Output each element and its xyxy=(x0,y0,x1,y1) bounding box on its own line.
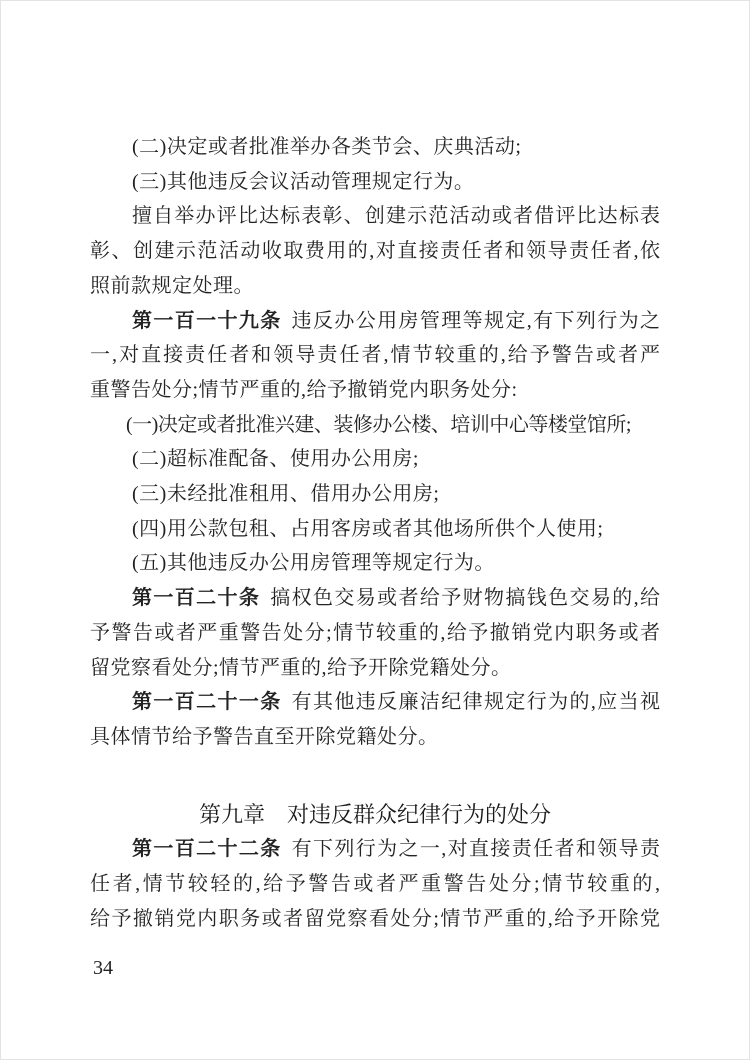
text-line xyxy=(90,199,660,234)
text-line xyxy=(90,616,660,651)
text-line xyxy=(90,477,660,512)
text-segment: (四)用公款包租、占用客房或者其他场所供个人使用; xyxy=(132,517,604,540)
text-line xyxy=(90,234,660,269)
text-line xyxy=(90,165,660,200)
text-segment: 有其他违反廉洁纪律规定行为的,应当视 xyxy=(291,691,660,714)
text-segment: 有下列行为之一,对直接责任者和领导责 xyxy=(291,838,660,861)
text-line xyxy=(90,338,660,373)
text-segment: 彰、创建示范活动收取费用的,对直接责任者和领导责任者,依 xyxy=(90,240,660,263)
text-segment: (五)其他违反办公用房管理等规定行为。 xyxy=(132,552,495,575)
text-line xyxy=(90,720,660,755)
text-segment: (一)决定或者批准兴建、装修办公楼、培训中心等楼堂馆所; xyxy=(126,413,631,436)
article-number: 第一百二十一条 xyxy=(132,691,282,714)
text-line xyxy=(90,685,660,720)
page-number: 34 xyxy=(93,957,113,979)
text-line xyxy=(90,408,660,443)
text-line xyxy=(90,832,660,867)
text-line xyxy=(90,269,660,304)
text-segment: (二)决定或者批准举办各类节会、庆典活动; xyxy=(132,136,522,158)
text-line xyxy=(90,304,660,339)
text-segment: (三)未经批准租用、借用办公用房; xyxy=(132,483,440,506)
text-segment: 重警告处分;情节严重的,给予撤销党内职务处分: xyxy=(90,378,518,401)
text-line xyxy=(90,581,660,616)
text-segment: 违反办公用房管理等规定,有下列行为之 xyxy=(291,309,660,332)
text-segment: 任者,情节较轻的,给予警告或者严重警告处分;情节较重的, xyxy=(90,873,660,896)
text-segment: 搞权色交易或者给予财物搞钱色交易的,给 xyxy=(270,587,660,610)
text-segment: 给予撤销党内职务或者留党察看处分;情节严重的,给予开除党 xyxy=(90,907,660,930)
text-line xyxy=(90,902,660,937)
text-line xyxy=(90,373,660,408)
document-body xyxy=(90,130,660,936)
text-line xyxy=(90,546,660,581)
article-number: 第一百一十九条 xyxy=(132,309,282,332)
text-line xyxy=(90,442,660,477)
text-segment: 具体情节给予警告直至开除党籍处分。 xyxy=(90,725,439,748)
text-line xyxy=(90,512,660,547)
text-segment: 一,对直接责任者和领导责任者,情节较重的,给予警告或者严 xyxy=(90,344,660,367)
text-segment: (二)超标准配备、使用办公用房; xyxy=(132,448,419,471)
text-segment: 照前款规定处理。 xyxy=(90,274,254,297)
text-segment: 予警告或者严重警告处分;情节较重的,给予撤销党内职务或者 xyxy=(90,621,660,644)
article-number: 第一百二十条 xyxy=(132,587,261,610)
text-segment: 第九章 对违反群众纪律行为的处分 xyxy=(198,801,551,827)
chapter-heading xyxy=(90,798,660,833)
text-segment: 擅自举办评比达标表彰、创建示范活动或者借评比达标表 xyxy=(132,205,660,228)
text-segment: 留党察看处分;情节严重的,给予开除党籍处分。 xyxy=(90,656,512,679)
text-line xyxy=(90,867,660,902)
text-line xyxy=(90,130,660,165)
text-line xyxy=(90,651,660,686)
text-segment: (三)其他违反会议活动管理规定行为。 xyxy=(132,170,475,193)
article-number: 第一百二十二条 xyxy=(132,838,282,861)
